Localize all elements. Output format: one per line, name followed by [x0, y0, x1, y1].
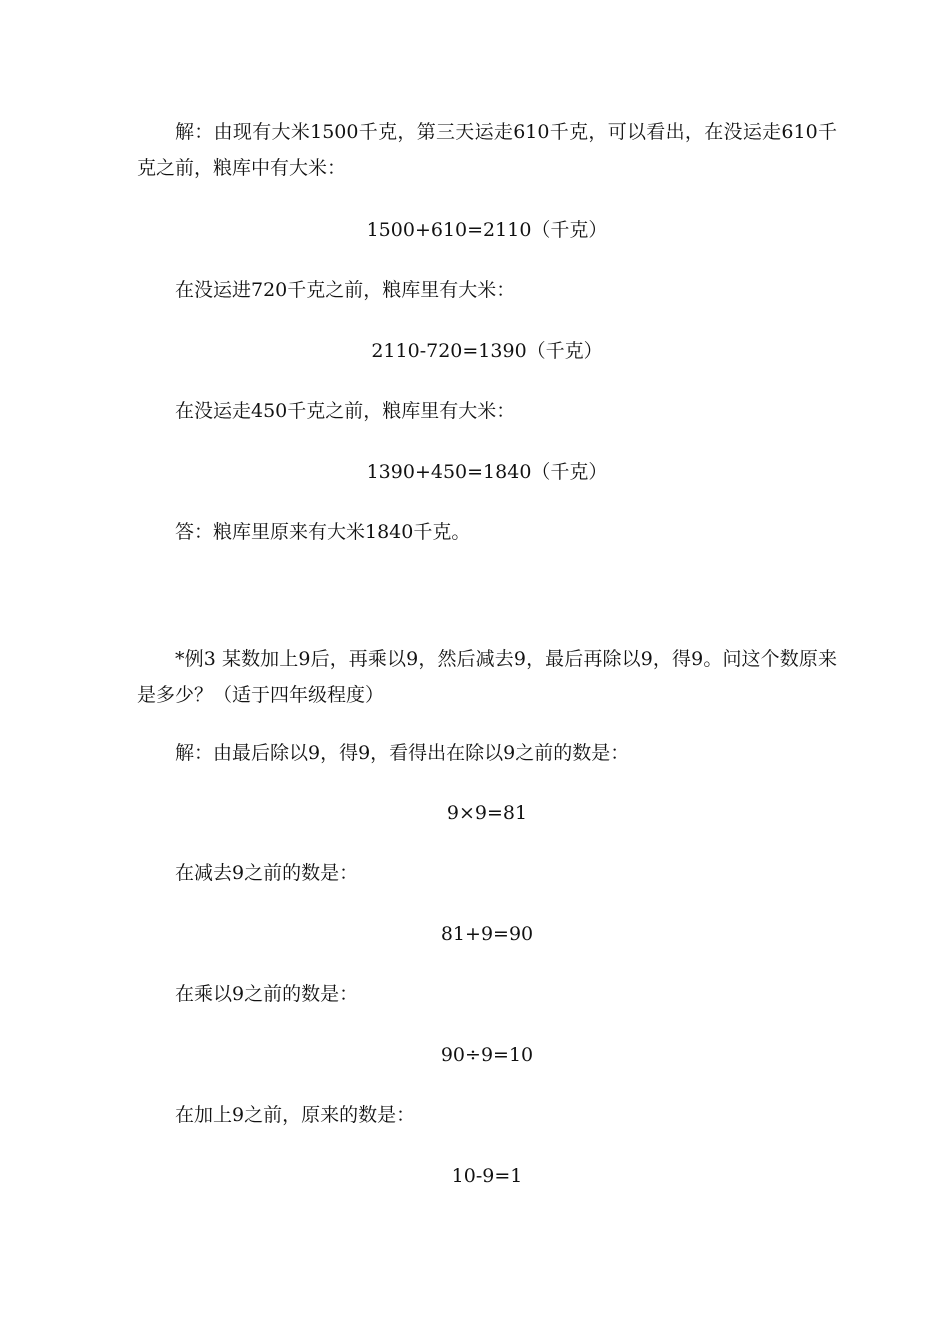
formula-line: 10-9=1 [451, 1165, 523, 1187]
formula-line: 9×9=81 [446, 802, 528, 824]
example-question-paragraph: *例3 某数加上9后，再乘以9，然后减去9，最后再除以9，得9。问这个数原来是多少？（适于四年级程度） [137, 648, 837, 706]
solution-intro-paragraph: 解：由最后除以9，得9，看得出在除以9之前的数是： [175, 742, 630, 764]
solution-intro-paragraph: 解：由现有大米1500千克，第三天运走610千克，可以看出，在没运走610千克之前，粮库中有大米： [137, 121, 837, 179]
solution-step-paragraph: 在加上9之前，原来的数是： [175, 1104, 416, 1126]
solution-step-paragraph: 在没运进720千克之前，粮库里有大米： [175, 279, 516, 301]
formula-line: 81+9=90 [440, 923, 534, 945]
solution-step-paragraph: 在乘以9之前的数是： [175, 983, 359, 1005]
formula-line: 1500+610=2110（千克） [366, 219, 608, 241]
solution-step-paragraph: 在没运走450千克之前，粮库里有大米： [175, 400, 516, 422]
formula-line: 1390+450=1840（千克） [366, 461, 608, 483]
formula-line: 90÷9=10 [440, 1044, 534, 1066]
answer-paragraph: 答：粮库里原来有大米1840千克。 [175, 521, 471, 543]
solution-step-paragraph: 在减去9之前的数是： [175, 862, 359, 884]
formula-line: 2110-720=1390（千克） [371, 340, 603, 362]
